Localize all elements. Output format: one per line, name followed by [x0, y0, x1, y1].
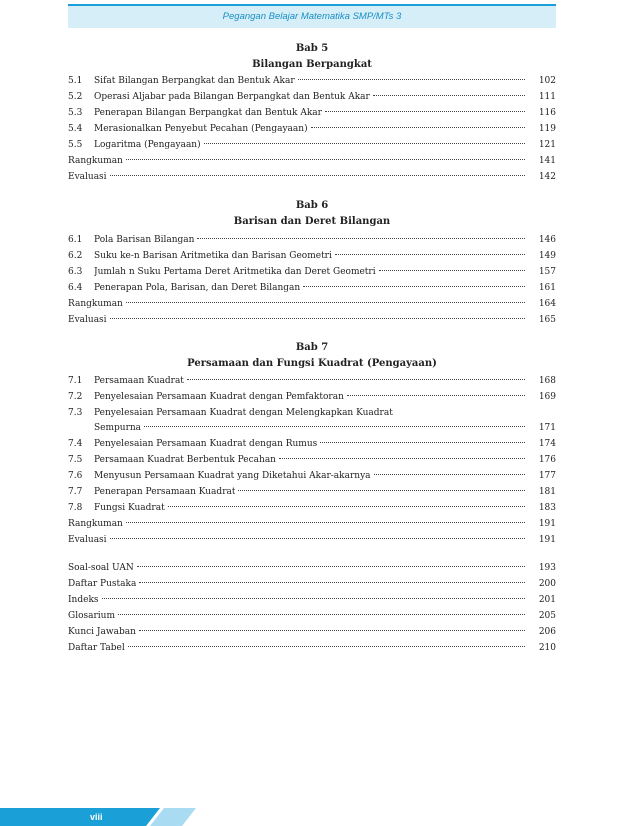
toc-entry[interactable]	[68, 121, 556, 137]
toc-entry-summary[interactable]	[68, 296, 556, 312]
toc-entry-page: 161	[538, 283, 556, 293]
toc-entry-title: Daftar Pustaka	[68, 579, 137, 589]
toc-entry-back-matter[interactable]	[68, 592, 556, 608]
toc-entry-title: Penyelesaian Persamaan Kuadrat dengan Melengkapkan Kuadrat	[94, 408, 393, 418]
toc-entry-page: 206	[538, 627, 556, 637]
toc-entry[interactable]	[68, 452, 556, 468]
chapter-number: Bab 6	[295, 200, 329, 211]
toc-entry-page: 183	[538, 503, 556, 513]
toc-entry-title: Penyelesaian Persamaan Kuadrat dengan Rumus	[94, 439, 318, 449]
running-header-title: Pegangan Belajar Matematika SMP/MTs 3	[222, 11, 402, 22]
toc-entry-number: 7.6	[68, 471, 83, 481]
toc-entry-title: Soal-soal UAN	[68, 563, 134, 573]
toc-entry-title: Operasi Aljabar pada Bilangan Berpangkat dan Bentuk Akar	[94, 92, 370, 102]
toc-entry[interactable]	[68, 405, 556, 421]
toc-entry-title: Fungsi Kuadrat	[94, 503, 165, 513]
toc-entry-page: 171	[538, 423, 556, 433]
dot-leader	[126, 158, 525, 160]
toc-entry-page: 177	[538, 471, 556, 481]
dot-leader	[320, 441, 525, 443]
toc-entry-summary[interactable]	[68, 153, 556, 169]
toc-entry-summary[interactable]	[68, 516, 556, 532]
toc-entry-page: 116	[538, 108, 556, 118]
dot-leader	[335, 253, 525, 255]
chapter-heading-7	[68, 341, 556, 372]
toc-entry-back-matter[interactable]	[68, 560, 556, 576]
toc-entry-page: 174	[538, 439, 556, 449]
toc-entry-title: Glosarium	[68, 611, 115, 621]
toc-entry-title: Rangkuman	[68, 299, 123, 309]
toc-entry-back-matter[interactable]	[68, 576, 556, 592]
toc-entry-page: 121	[538, 140, 556, 150]
toc-entry-back-matter[interactable]	[68, 608, 556, 624]
footer-band-dark	[0, 808, 160, 826]
toc-entry-number: 5.2	[68, 92, 83, 102]
toc-entry-title: Evaluasi	[68, 172, 107, 182]
chapter-number: Bab 5	[295, 43, 329, 54]
dot-leader	[197, 237, 525, 239]
toc-entry-title: Penerapan Bilangan Berpangkat dan Bentuk Akar	[94, 108, 322, 118]
toc-entry-page: 149	[538, 251, 556, 261]
toc-entry-title: Indeks	[68, 595, 99, 605]
toc-entry-number: 6.2	[68, 251, 83, 261]
toc-entry[interactable]	[68, 73, 556, 89]
toc-entry[interactable]	[68, 389, 556, 405]
dot-leader	[110, 537, 525, 539]
toc-entry-number: 7.8	[68, 503, 83, 513]
running-header	[68, 4, 556, 28]
toc-entry-page: 169	[538, 392, 556, 402]
toc-entry[interactable]	[68, 232, 556, 248]
toc-entry-evaluation[interactable]	[68, 532, 556, 548]
toc-entry-page: 191	[538, 535, 556, 545]
toc-entry-evaluation[interactable]	[68, 169, 556, 185]
toc-entry-title: Pola Barisan Bilangan	[94, 235, 195, 245]
toc-entry-page: 200	[538, 579, 556, 589]
page-number: viii	[90, 812, 103, 822]
toc-entry-title: Penerapan Persamaan Kuadrat	[94, 487, 236, 497]
toc-entry[interactable]	[68, 280, 556, 296]
toc-entry[interactable]	[68, 264, 556, 280]
toc-entry[interactable]	[68, 105, 556, 121]
dot-leader	[102, 597, 525, 599]
toc-entry-page: 210	[538, 643, 556, 653]
toc-entry-page: 164	[538, 299, 556, 309]
toc-entry-page: 157	[538, 267, 556, 277]
toc-entry-back-matter[interactable]	[68, 624, 556, 640]
toc-entry[interactable]	[68, 89, 556, 105]
toc-entry-title: Logaritma (Pengayaan)	[94, 140, 201, 150]
toc-entry-page: 141	[538, 156, 556, 166]
dot-leader	[298, 78, 525, 80]
toc-entry-title: Penyelesaian Persamaan Kuadrat dengan Pemfaktoran	[94, 392, 344, 402]
toc-entry-title: Persamaan Kuadrat Berbentuk Pecahan	[94, 455, 276, 465]
toc-entry-page: 146	[538, 235, 556, 245]
toc-entry-page: 111	[538, 92, 556, 102]
dot-leader	[139, 581, 525, 583]
toc-entry-page: 102	[538, 76, 556, 86]
toc-entry-page: 168	[538, 376, 556, 386]
toc-entry-number: 7.4	[68, 439, 83, 449]
toc-entry-title: Sempurna	[94, 423, 142, 433]
toc-entry-title: Jumlah n Suku Pertama Deret Aritmetika dan Deret Geometri	[94, 267, 376, 277]
toc-entry[interactable]	[68, 436, 556, 452]
toc-entry[interactable]	[68, 248, 556, 264]
toc-entry-continuation[interactable]	[68, 420, 556, 436]
chapter-title: Persamaan dan Fungsi Kuadrat (Pengayaan)	[187, 358, 437, 369]
toc-entry-title: Kunci Jawaban	[68, 627, 136, 637]
toc-entry-title: Evaluasi	[68, 315, 107, 325]
toc-entry-number: 6.3	[68, 267, 83, 277]
dot-leader	[137, 565, 525, 567]
toc-entry-title: Evaluasi	[68, 535, 107, 545]
toc-entry-evaluation[interactable]	[68, 312, 556, 328]
chapter-number: Bab 7	[295, 342, 329, 353]
dot-leader	[374, 473, 525, 475]
toc-entry[interactable]	[68, 468, 556, 484]
dot-leader	[118, 613, 525, 615]
dot-leader	[187, 378, 525, 380]
toc-entry-page: 191	[538, 519, 556, 529]
dot-leader	[311, 126, 525, 128]
toc-entry-number: 5.5	[68, 140, 83, 150]
toc-entry[interactable]	[68, 137, 556, 153]
toc-entry-page: 205	[538, 611, 556, 621]
toc-entry-number: 5.3	[68, 108, 83, 118]
toc-entry-number: 6.1	[68, 235, 83, 245]
dot-leader	[238, 489, 525, 491]
chapter-title: Barisan dan Deret Bilangan	[233, 216, 391, 227]
toc-entry-page: 165	[538, 315, 556, 325]
toc-entry-back-matter[interactable]	[68, 640, 556, 656]
toc-entry-page: 176	[538, 455, 556, 465]
dot-leader	[139, 629, 525, 631]
toc-entry[interactable]	[68, 500, 556, 516]
toc-entry-title: Penerapan Pola, Barisan, dan Deret Bilangan	[94, 283, 301, 293]
dot-leader	[373, 94, 525, 96]
dot-leader	[126, 521, 525, 523]
toc-entry-page: 119	[538, 124, 556, 134]
dot-leader	[144, 425, 525, 427]
toc-entry-title: Merasionalkan Penyebut Pecahan (Pengayaan)	[94, 124, 308, 134]
toc-entry-title: Rangkuman	[68, 519, 123, 529]
toc-entry-title: Suku ke-n Barisan Aritmetika dan Barisan Geometri	[94, 251, 332, 261]
dot-leader	[279, 457, 525, 459]
toc-entry-number: 7.1	[68, 376, 83, 386]
chapter-title: Bilangan Berpangkat	[252, 59, 372, 70]
toc-entry-title: Persamaan Kuadrat	[94, 376, 184, 386]
toc-entry-number: 7.3	[68, 408, 83, 418]
toc-entry-title: Menyusun Persamaan Kuadrat yang Diketahui Akar-akarnya	[94, 471, 371, 481]
dot-leader	[379, 269, 525, 271]
toc-entry-number: 7.7	[68, 487, 83, 497]
chapter-heading-5	[68, 42, 556, 73]
dot-leader	[126, 301, 525, 303]
toc-entry[interactable]	[68, 484, 556, 500]
dot-leader	[110, 174, 525, 176]
toc-entry-title: Rangkuman	[68, 156, 123, 166]
dot-leader	[110, 317, 525, 319]
toc-entry-title: Daftar Tabel	[68, 643, 125, 653]
toc-entry-title: Sifat Bilangan Berpangkat dan Bentuk Akar	[94, 76, 295, 86]
dot-leader	[168, 505, 525, 507]
toc-entry-page: 201	[538, 595, 556, 605]
toc-entry-number: 6.4	[68, 283, 83, 293]
toc-entry-number: 5.4	[68, 124, 83, 134]
dot-leader	[303, 285, 525, 287]
chapter-heading-6	[68, 199, 556, 230]
toc-entry-number: 7.2	[68, 392, 83, 402]
toc-entry-page: 142	[538, 172, 556, 182]
dot-leader	[347, 394, 525, 396]
dot-leader	[325, 110, 525, 112]
toc-entry[interactable]	[68, 373, 556, 389]
dot-leader	[204, 142, 525, 144]
dot-leader	[128, 645, 525, 647]
toc-entry-page: 181	[538, 487, 556, 497]
toc-entry-page: 193	[538, 563, 556, 573]
toc-entry-number: 5.1	[68, 76, 83, 86]
toc-entry-number: 7.5	[68, 455, 83, 465]
